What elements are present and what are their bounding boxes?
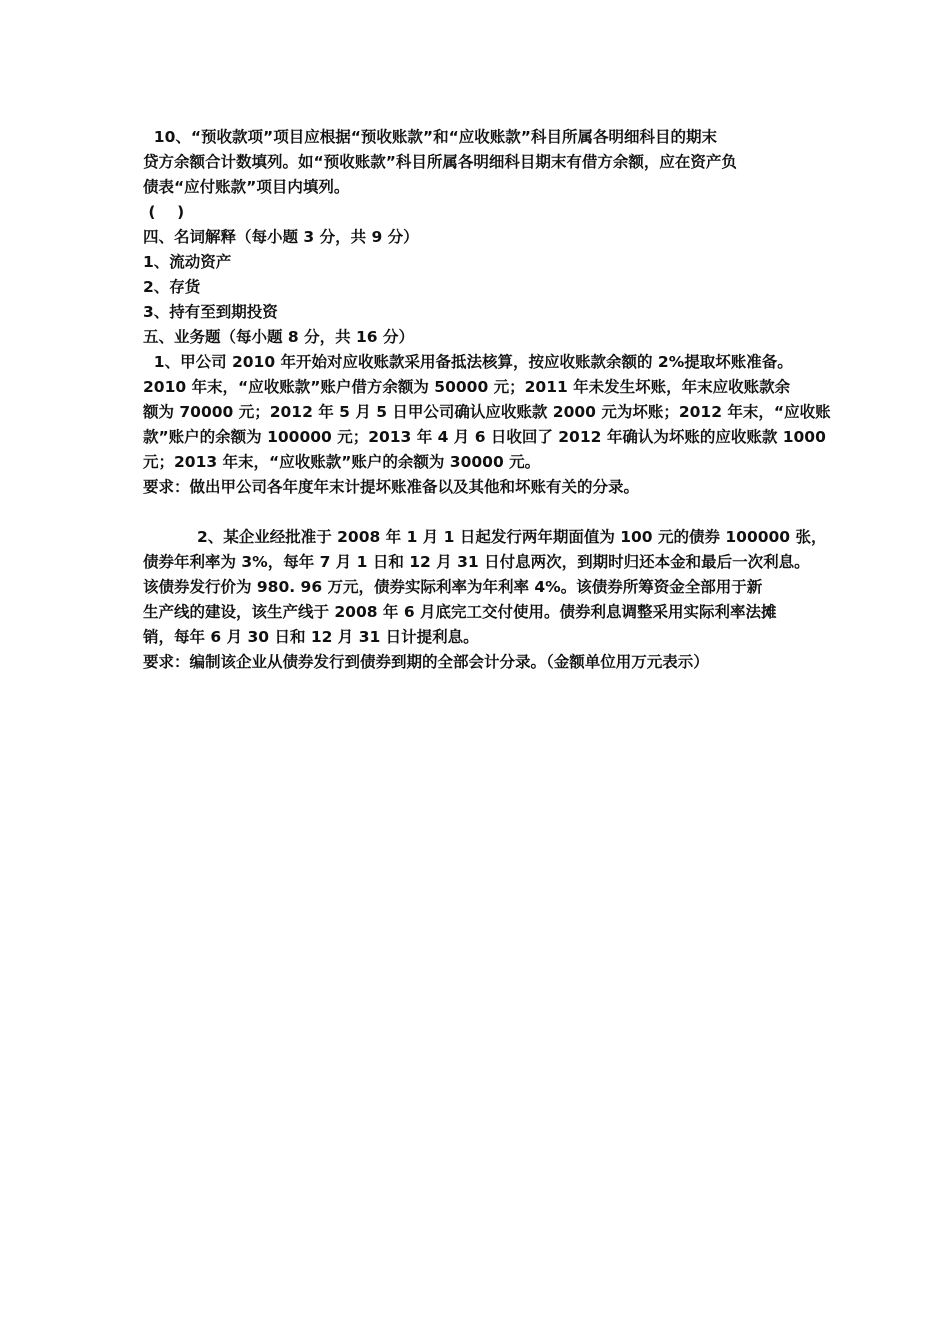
blank-line — [143, 500, 815, 525]
question-10-line-3: 债表“应付账款”项目内填列。 — [143, 178, 350, 196]
question-10-line-2: 贷方余额合计数填列。如“预收账款”科目所属各明细科目期末有借方余额，应在资产负 — [143, 153, 737, 171]
problem-1-requirement: 要求：做出甲公司各年度年末计提坏账准备以及其他和坏账有关的分录。 — [143, 478, 640, 496]
term-2: 2、存货 — [143, 278, 201, 296]
term-1: 1、流动资产 — [143, 253, 232, 271]
problem-2-requirement: 要求：编制该企业从债券发行到债券到期的全部会计分录。（金额单位用万元表示） — [143, 653, 709, 671]
section-4-heading: 四、名词解释（每小题 3 分，共 9 分） — [143, 228, 419, 246]
document-body — [143, 125, 831, 675]
problem-2-line-2: 债券年利率为 3%，每年 7 月 1 日和 12 月 31 日付息两次，到期时归还本金和最后一次利息。 — [143, 553, 810, 571]
problem-1-line-3: 额为 70000 元；2012 年 5 月 5 日甲公司确认应收账款 2000 元为坏账；2012 年末，“应收账 — [143, 403, 831, 421]
problem-1-line-2: 2010 年末，“应收账款”账户借方余额为 50000 元；2011 年未发生坏账，年末应收账款余 — [143, 378, 791, 396]
problem-1-line-5: 元；2013 年末，“应收账款”账户的余额为 30000 元。 — [143, 453, 541, 471]
problem-2-line-5: 销，每年 6 月 30 日和 12 月 31 日计提利息。 — [143, 628, 479, 646]
problem-2-line-3: 该债券发行价为 980. 96 万元，债券实际利率为年利率 4%。该债券所筹资金全部用于新 — [143, 578, 763, 596]
problem-1-line-4: 款”账户的余额为 100000 元；2013 年 4 月 6 日收回了 2012 年确认为坏账的应收账款 1000 — [143, 428, 826, 446]
question-10-line-1: 10、“预收款项”项目应根据“预收账款”和“应收账款”科目所属各明细科目的期末 — [143, 128, 717, 146]
problem-2-line-4: 生产线的建设，该生产线于 2008 年 6 月底完工交付使用。债券利息调整采用实际利率法摊 — [143, 603, 777, 621]
answer-parentheses: ( ) — [143, 203, 185, 221]
term-3: 3、持有至到期投资 — [143, 303, 278, 321]
problem-1-line-1: 1、甲公司 2010 年开始对应收账款采用备抵法核算，按应收账款余额的 2%提取坏账准备。 — [143, 353, 793, 371]
section-5-heading: 五、业务题（每小题 8 分，共 16 分） — [143, 328, 414, 346]
problem-2-line-1: 2、某企业经批准于 2008 年 1 月 1 日起发行两年期面值为 100 元的债券 100000 张， — [143, 528, 827, 546]
